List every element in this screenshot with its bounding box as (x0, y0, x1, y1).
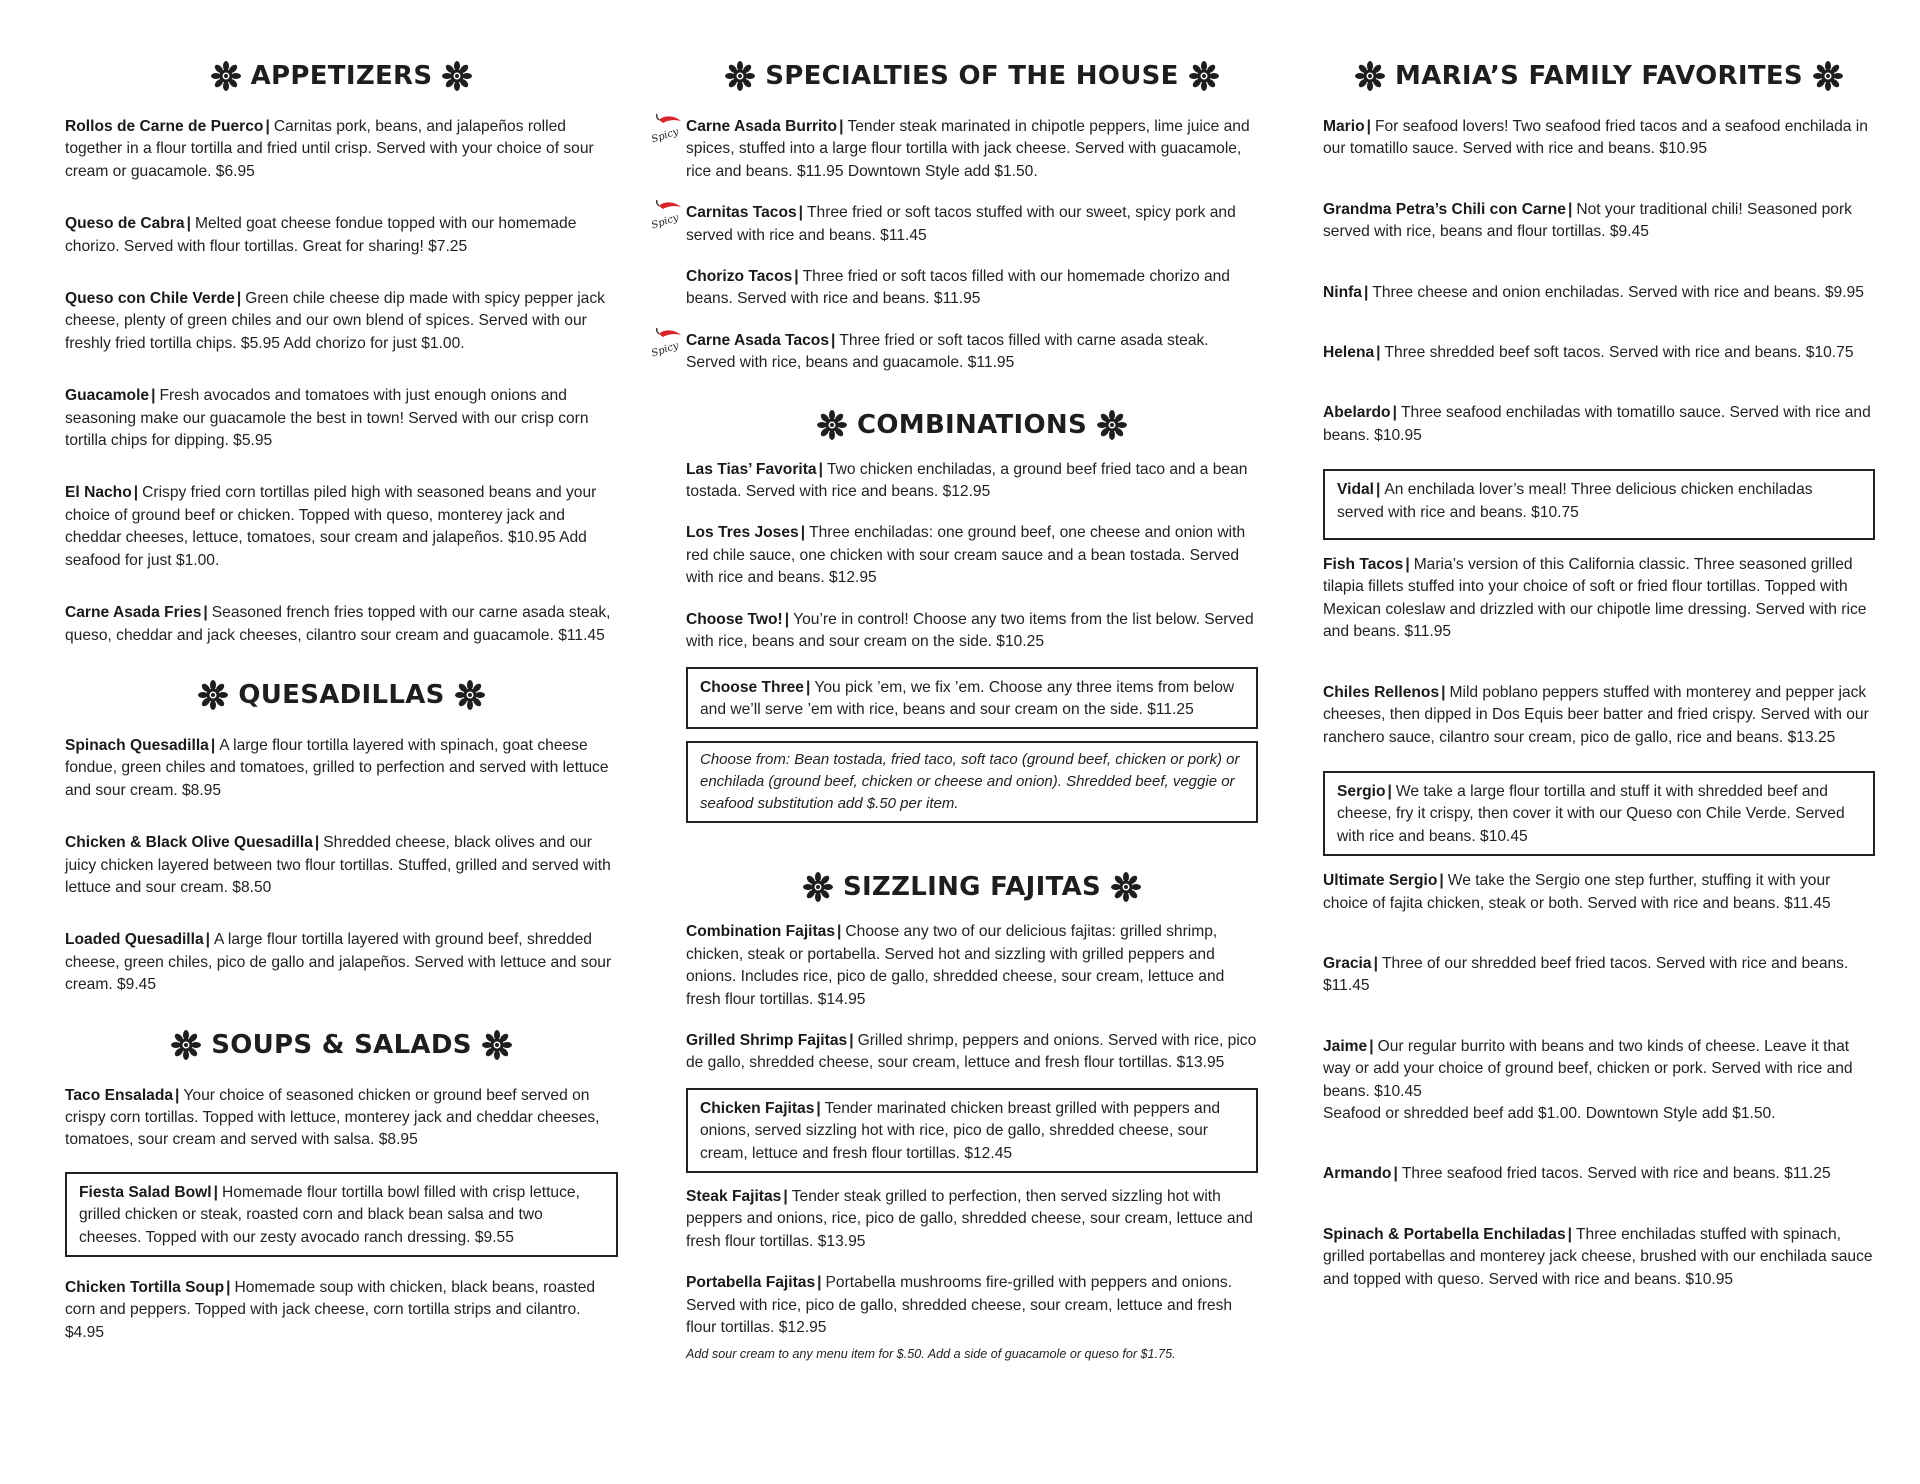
item-description: Tender steak marinated in chipotle peppers, lime juice and spices, stuffed into a large flour tortilla with jack cheese. Served with guacamole, rice and beans. $11.95 Downtown Style add $1.50. (686, 118, 1250, 180)
sunflower-icon (455, 680, 485, 710)
item-name: El Nacho (65, 484, 132, 502)
item-description: Tender marinated chicken breast grilled with peppers and onions, served sizzling hot with rice, pico de gallo, shredded cheese, sour cream, lettuce and fresh flour tortillas. $12.45 (700, 1099, 1221, 1162)
item-description: Your choice of seasoned chicken or ground beef served on crispy corn tortillas. Topped with lettuce, monterey jack and cheddar cheeses, tomatoes, sour cream and served with salsa. $8.95 (65, 1086, 600, 1149)
chili-pepper-icon (650, 326, 684, 362)
sunflower-icon (1111, 872, 1141, 902)
item-description: Mild poblano peppers stuffed with monterey and pepper jack cheeses, then dipped in Dos Equis beer batter and fried crispy. Served with our ranchero sauce, cilantro sour cream, pico de gallo, rice and beans. $13.25 (1323, 683, 1869, 746)
item-description: Three fried or soft tacos filled with our homemade chorizo and beans. Served with rice and beans. $11.95 (686, 268, 1230, 308)
section-title-quesadillas: QUESADILLAS (65, 675, 618, 715)
chili-pepper-icon (650, 112, 684, 148)
item-description: Tender steak grilled to perfection, then served sizzling hot with peppers and onions, rice, pico de gallo, shredded cheese, sour cream, lettuce and fresh flour tortillas. $13.95 (686, 1187, 1253, 1250)
item-description: Not your traditional chili! Seasoned pork served with rice, beans and flour tortillas. $9.45 (1323, 200, 1852, 241)
item-description: Homemade soup with chicken, black beans, roasted corn and peppers. Topped with jack cheese, corn tortilla strips and cilantro. $4.95 (65, 1279, 596, 1341)
item-name: Los Tres Joses (686, 524, 799, 542)
menu-item: Gracia | Three of our shredded beef fried tacos. Served with rice and beans. $11.45 (1323, 954, 1849, 995)
item-description: An enchilada lover’s meal! Three delicious chicken enchiladas served with rice and beans. $10.75 (1337, 481, 1813, 521)
menu-item: Queso con Chile Verde | Green chile cheese dip made with spicy pepper jack cheese, plenty of green chiles and our own blend of spices. Served with our freshly fried tortilla chips. $5.95 Add chorizo for just $1.00. (65, 290, 605, 352)
menu-item: Ultimate Sergio | We take the Sergio one step further, stuffing it with your choice of fajita chicken, steak or both. Served with rice and beans. $11.45 (1323, 872, 1831, 912)
item-name: Carne Asada Tacos (686, 331, 830, 349)
sunflower-icon (817, 410, 847, 440)
item-name: Carne Asada Fries (65, 604, 202, 622)
sunflower-icon (803, 872, 833, 902)
menu-item: Combination Fajitas | Choose any two of our delicious fajitas: grilled shrimp, chicken, steak or portabella. Served hot and sizzling with grilled peppers and onions. Includes rice, pico de gallo, shredded cheese, sour cream, lettuce and fresh flour tortillas. $14.95 (686, 923, 1225, 1008)
item-name: Choose Two! (686, 610, 783, 628)
item-description: Three fried or soft tacos stuffed with our sweet, spicy pork and served with rice and beans. $11.45 (686, 204, 1236, 244)
item-description: We take a large flour tortilla and stuff it with shredded beef and cheese, fry it crispy, then cover it with our Queso con Chile Verde. Served with rice and beans. $10.45 (1337, 782, 1845, 845)
item-description: A large flour tortilla layered with ground beef, shredded cheese, green chiles, pico de gallo and jalapeños. Served with lettuce and sour cream. $9.45 (65, 931, 612, 994)
item-description: A large flour tortilla layered with spinach, goat cheese fondue, green chiles and tomatoes, grilled to perfection and served with lettuce and sour cream. $8.95 (65, 736, 609, 799)
menu-item: Spicy Carne Asada Burrito | Tender steak marinated in chipotle peppers, lime juice and spices, stuffed into a large flour tortilla with jack cheese. Served with guacamole, rice and beans. $11.95 Downtown Style add $1.50. (686, 116, 1258, 183)
featured-menu-item: Vidal | An enchilada lover’s meal! Three delicious chicken enchiladas served with rice and beans. $10.75 (1323, 469, 1875, 540)
item-name: Chicken & Black Olive Quesadilla (65, 834, 313, 852)
item-name: Guacamole (65, 387, 150, 405)
item-description: Homemade flour tortilla bowl filled with crisp lettuce, grilled chicken or steak, roasted corn and black bean salsa and two cheeses. Topped with our zesty avocado ranch dressing. $9.55 (79, 1183, 580, 1246)
menu-item: Grandma Petra’s Chili con Carne | Not your traditional chili! Seasoned pork served with rice, beans and flour tortillas. $9.45 (1323, 200, 1852, 241)
item-name: Queso de Cabra (65, 215, 185, 233)
item-description: Melted goat cheese fondue topped with our homemade chorizo. Served with flour tortillas. Great for sharing! $7.25 (65, 215, 577, 255)
svg-text:Spicy: Spicy (650, 126, 680, 146)
item-name: Armando (1323, 1165, 1392, 1183)
item-name: Ultimate Sergio (1323, 872, 1438, 890)
item-name: Ninfa (1323, 283, 1362, 301)
item-name: Abelardo (1323, 404, 1391, 422)
item-description: We take the Sergio one step further, stuffing it with your choice of fajita chicken, steak or both. Served with rice and beans. $11.45 (1323, 872, 1831, 912)
item-name: Chiles Rellenos (1323, 683, 1440, 701)
sunflower-icon (442, 61, 472, 91)
section-title-specialties: SPECIALTIES OF THE HOUSE (686, 56, 1258, 96)
menu-item: Queso de Cabra | Melted goat cheese fondue topped with our homemade chorizo. Served with flour tortillas. Great for sharing! $7.25 (65, 215, 577, 255)
item-description: Three fried or soft tacos filled with carne asada steak. Served with rice, beans and guacamole. $11.95 (686, 331, 1209, 372)
item-name: Grilled Shrimp Fajitas (686, 1031, 848, 1049)
item-description: Shredded cheese, black olives and our juicy chicken layered between two flour tortillas. Stuffed, grilled and served with lettuce and sour cream. $8.50 (65, 834, 611, 896)
item-name: Sergio (1337, 782, 1386, 800)
menu-item: Mario | For seafood lovers! Two seafood fried tacos and a seafood enchilada in our tomatillo sauce. Served with rice and beans. $10.95 (1323, 118, 1868, 158)
item-name: Choose Three (700, 678, 804, 696)
item-description: Maria’s version of this California classic. Three seasoned grilled tilapia fillets stuffed into your choice of soft or fried flour tortillas. Topped with Mexican coleslaw and drizzled with our chipotle lime dressing. Served with rice and beans. $11.95 (1323, 556, 1867, 641)
item-description: Portabella mushrooms fire-grilled with peppers and onions. Served with rice, pico de gallo, shredded cheese, sour cream, lettuce and fresh flour tortillas. $12.95 (686, 1274, 1233, 1336)
menu-item: Armando | Three seafood fried tacos. Served with rice and beans. $11.25 (1323, 1165, 1831, 1183)
menu-item: Carne Asada Fries | Seasoned french fries topped with our carne asada steak, queso, cheddar and jack cheeses, cilantro sour cream and guacamole. $11.45 (65, 604, 611, 644)
menu-item: Rollos de Carne de Puerco | Carnitas pork, beans, and jalapeños rolled together in a flour tortilla and fried until crisp. Served with your choice of sour cream or guacamole. $6.95 (65, 118, 594, 180)
sunflower-icon (1355, 61, 1385, 91)
item-description: Three enchiladas stuffed with spinach, grilled portabellas and monterey jack cheese, brushed with our enchilada sauce and topped with queso. Served with rice and beans. $10.95 (1323, 1225, 1873, 1288)
middle-column (650, 56, 1258, 1363)
item-name: Chicken Fajitas (700, 1099, 815, 1117)
menu-item: Loaded Quesadilla | A large flour tortilla layered with ground beef, shredded cheese, green chiles, pico de gallo and jalapeños. Served with lettuce and sour cream. $9.45 (65, 931, 612, 994)
item-name: Las Tias’ Favorita (686, 460, 817, 478)
menu-item: El Nacho | Crispy fried corn tortillas piled high with seasoned beans and your choice of ground beef or chicken. Topped with queso, monterey jack and cheddar cheeses, lettuce, tomatoes, sour cream and jalapeños. $10.95 Add seafood for just $1.00. (65, 484, 597, 569)
item-description: Grilled shrimp, peppers and onions. Served with rice, pico de gallo, shredded cheese, sour cream, lettuce and fresh flour tortillas. $13.95 (686, 1031, 1257, 1072)
menu-item: Spinach & Portabella Enchiladas | Three enchiladas stuffed with spinach, grilled portabellas and monterey jack cheese, brushed with our enchilada sauce and topped with queso. Served with rice and beans. $10.95 (1323, 1225, 1873, 1288)
item-name: Spinach Quesadilla (65, 736, 209, 754)
section-title-soups-salads: SOUPS & SALADS (65, 1025, 618, 1065)
menu-item: Ninfa | Three cheese and onion enchiladas. Served with rice and beans. $9.95 (1323, 283, 1864, 301)
item-name: Carne Asada Burrito (686, 118, 838, 135)
item-name: Mario (1323, 118, 1365, 135)
item-description: Three cheese and onion enchiladas. Served with rice and beans. $9.95 (1372, 283, 1864, 301)
menu-item: Choose Two! | You’re in control! Choose any two items from the list below. Served with rice, beans and sour cream on the side. $10.25 (686, 610, 1254, 651)
section-title-fajitas: SIZZLING FAJITAS (686, 867, 1258, 907)
item-description: Choose any two of our delicious fajitas: grilled shrimp, chicken, steak or portabella. Served hot and sizzling with grilled peppers and onions. Includes rice, pico de gallo, shredded cheese, sour cream, lettuce and fresh flour tortillas. $14.95 (686, 923, 1225, 1008)
item-name: Loaded Quesadilla (65, 931, 204, 949)
item-description: Three shredded beef soft tacos. Served with rice and beans. $10.75 (1384, 344, 1854, 362)
item-name: Taco Ensalada (65, 1086, 174, 1104)
item-name: Jaime (1323, 1037, 1368, 1055)
menu-item: Helena | Three shredded beef soft tacos. Served with rice and beans. $10.75 (1323, 344, 1854, 362)
sunflower-icon (1813, 61, 1843, 91)
menu-item: Chicken & Black Olive Quesadilla | Shredded cheese, black olives and our juicy chicken layered between two flour tortillas. Stuffed, grilled and served with lettuce and sour cream. $8.50 (65, 834, 611, 896)
sunflower-icon (211, 61, 241, 91)
featured-menu-item: Fiesta Salad Bowl | Homemade flour tortilla bowl filled with crisp lettuce, grilled chicken or steak, roasted corn and black bean salsa and two cheeses. Topped with our zesty avocado ranch dressing. $9.55 (65, 1172, 618, 1257)
item-name: Grandma Petra’s Chili con Carne (1323, 200, 1566, 218)
item-description: Three seafood enchiladas with tomatillo sauce. Served with rice and beans. $10.95 (1323, 404, 1871, 444)
menu-item: Chorizo Tacos | Three fried or soft tacos filled with our homemade chorizo and beans. Served with rice and beans. $11.95 (686, 268, 1230, 308)
item-description: You pick ’em, we fix ’em. Choose any three items from below and we’ll serve ’em with rice, beans and sour cream on the side. $11.25 (700, 678, 1235, 718)
featured-menu-item: Chicken Fajitas | Tender marinated chicken breast grilled with peppers and onions, served sizzling hot with rice, pico de gallo, shredded cheese, sour cream, lettuce and fresh flour tortillas. $12.45 (686, 1088, 1258, 1173)
menu-item: Steak Fajitas | Tender steak grilled to perfection, then served sizzling hot with peppers and onions, rice, pico de gallo, shredded cheese, sour cream, lettuce and fresh flour tortillas. $13.95 (686, 1187, 1253, 1250)
section-title-appetizers: APPETIZERS (65, 56, 618, 96)
sunflower-icon (1189, 61, 1219, 91)
menu-item: Grilled Shrimp Fajitas | Grilled shrimp, peppers and onions. Served with rice, pico de gallo, shredded cheese, sour cream, lettuce and fresh flour tortillas. $13.95 (686, 1031, 1257, 1072)
item-name: Combination Fajitas (686, 923, 836, 941)
menu-item: Taco Ensalada | Your choice of seasoned chicken or ground beef served on crispy corn tortillas. Topped with lettuce, monterey jack and cheddar cheeses, tomatoes, sour cream and served with salsa. $8.95 (65, 1086, 600, 1149)
menu-item: Spinach Quesadilla | A large flour tortilla layered with spinach, goat cheese fondue, green chiles and tomatoes, grilled to perfection and served with lettuce and sour cream. $8.95 (65, 736, 609, 799)
item-name: Helena (1323, 344, 1375, 362)
item-description: For seafood lovers! Two seafood fried tacos and a seafood enchilada in our tomatillo sauce. Served with rice and beans. $10.95 (1323, 118, 1868, 158)
menu-item: Spicy Carnitas Tacos | Three fried or soft tacos stuffed with our sweet, spicy pork and served with rice and beans. $11.45 (686, 202, 1258, 247)
item-description: Three of our shredded beef fried tacos. Served with rice and beans. $11.45 (1323, 954, 1849, 995)
add-ons-note: Add sour cream to any menu item for $.50. Add a side of guacamole or queso for $1.75. (686, 1347, 1176, 1362)
menu-item: Chiles Rellenos | Mild poblano peppers stuffed with monterey and pepper jack cheeses, then dipped in Dos Equis beer batter and fried crispy. Served with our ranchero sauce, cilantro sour cream, pico de gallo, rice and beans. $13.25 (1323, 683, 1869, 746)
menu-item: Las Tias’ Favorita | Two chicken enchiladas, a ground beef fried taco and a bean tostada. Served with rice and beans. $12.95 (686, 460, 1248, 501)
item-name: Rollos de Carne de Puerco (65, 118, 264, 135)
sunflower-icon (725, 61, 755, 91)
item-name: Fiesta Salad Bowl (79, 1183, 212, 1201)
left-column (65, 56, 618, 1344)
item-name: Carnitas Tacos (686, 204, 797, 222)
menu-item: Jaime | Our regular burrito with beans and two kinds of cheese. Leave it that way or add your choice of ground beef, chicken or pork. Served with rice and beans. $10.45 Seafood or shredded beef add $1.00. Downtown Style add $1.50. (1323, 1037, 1853, 1122)
sunflower-icon (1097, 410, 1127, 440)
item-name: Steak Fajitas (686, 1187, 782, 1205)
item-description: Three seafood fried tacos. Served with rice and beans. $11.25 (1401, 1165, 1831, 1183)
item-description: Two chicken enchiladas, a ground beef fried taco and a bean tostada. Served with rice and beans. $12.95 (686, 460, 1248, 501)
sunflower-icon (198, 680, 228, 710)
item-description: Fresh avocados and tomatoes with just enough onions and seasoning make our guacamole the best in town! Served with our crisp corn tortilla chips for dipping. $5.95 (65, 387, 589, 450)
menu-item: Los Tres Joses | Three enchiladas: one ground beef, one cheese and onion with red chile sauce, one chicken with sour cream sauce and a bean tostada. Served with rice and beans. $12.95 (686, 524, 1246, 587)
item-description: Seasoned french fries topped with our carne asada steak, queso, cheddar and jack cheeses, cilantro sour cream and guacamole. $11.45 (65, 604, 611, 644)
item-name: Chicken Tortilla Soup (65, 1279, 225, 1296)
sunflower-icon (171, 1030, 201, 1060)
item-name: Portabella Fajitas (686, 1274, 816, 1292)
menu-item: Spicy Carne Asada Tacos | Three fried or soft tacos filled with carne asada steak. Served with rice, beans and guacamole. $11.95 (686, 330, 1258, 375)
menu-item: Portabella Fajitas | Portabella mushrooms fire-grilled with peppers and onions. Served with rice, pico de gallo, shredded cheese, sour cream, lettuce and fresh flour tortillas. $12.95 (686, 1274, 1233, 1336)
item-description: Crispy fried corn tortillas piled high with seasoned beans and your choice of ground beef or chicken. Topped with queso, monterey jack and cheddar cheeses, lettuce, tomatoes, sour cream and jalapeños. $10.95 Add seafood for just $1.00. (65, 484, 597, 569)
item-name: Spinach & Portabella Enchiladas (1323, 1225, 1566, 1243)
chili-pepper-icon (650, 198, 684, 234)
item-description: Green chile cheese dip made with spicy pepper jack cheese, plenty of green chiles and our own blend of spices. Served with our freshly fried tortilla chips. $5.95 Add chorizo for just $1.00. (65, 290, 605, 352)
menu-item: Chicken Tortilla Soup | Homemade soup with chicken, black beans, roasted corn and peppers. Topped with jack cheese, corn tortilla strips and cilantro. $4.95 (65, 1279, 596, 1341)
menu-item: Fish Tacos | Maria’s version of this California classic. Three seasoned grilled tilapia fillets stuffed into your choice of soft or fried flour tortillas. Topped with Mexican coleslaw and drizzled with our chipotle lime dressing. Served with rice and beans. $11.95 (1323, 556, 1867, 641)
item-name: Gracia (1323, 954, 1372, 972)
item-description: Our regular burrito with beans and two kinds of cheese. Leave it that way or add your choice of ground beef, chicken or pork. Served with rice and beans. $10.45 (1323, 1037, 1853, 1100)
choose-from-note: Choose from: Bean tostada, fried taco, soft taco (ground beef, chicken or pork) or enchilada (ground beef, chicken or cheese and onion). Shredded beef, veggie or seafood substitution add $.50 per item. (686, 741, 1258, 823)
svg-text:Spicy: Spicy (650, 212, 680, 232)
item-extra: Seafood or shredded beef add $1.00. Downtown Style add $1.50. (1323, 1104, 1776, 1122)
item-name: Queso con Chile Verde (65, 290, 235, 308)
section-title-family-favorites: MARIA’S FAMILY FAVORITES (1323, 56, 1875, 96)
item-description: Carnitas pork, beans, and jalapeños rolled together in a flour tortilla and fried until crisp. Served with your choice of sour cream or guacamole. $6.95 (65, 118, 594, 180)
featured-menu-item: Sergio | We take a large flour tortilla and stuff it with shredded beef and cheese, fry it crispy, then cover it with our Queso con Chile Verde. Served with rice and beans. $10.45 (1323, 771, 1875, 856)
section-title-combinations: COMBINATIONS (686, 405, 1258, 445)
item-name: Fish Tacos (1323, 556, 1404, 574)
item-name: Chorizo Tacos (686, 268, 793, 286)
item-description: Three enchiladas: one ground beef, one cheese and onion with red chile sauce, one chicken with sour cream sauce and a bean tostada. Served with rice and beans. $12.95 (686, 524, 1246, 587)
right-column (1323, 56, 1875, 1291)
item-name: Vidal (1337, 481, 1374, 499)
sunflower-icon (482, 1030, 512, 1060)
svg-text:Spicy: Spicy (650, 340, 680, 360)
item-description: You’re in control! Choose any two items from the list below. Served with rice, beans and sour cream on the side. $10.25 (686, 610, 1254, 651)
menu-item: Guacamole | Fresh avocados and tomatoes with just enough onions and seasoning make our guacamole the best in town! Served with our crisp corn tortilla chips for dipping. $5.95 (65, 387, 589, 450)
menu-item: Abelardo | Three seafood enchiladas with tomatillo sauce. Served with rice and beans. $10.95 (1323, 404, 1871, 444)
featured-menu-item: Choose Three | You pick ’em, we fix ’em. Choose any three items from below and we’ll serve ’em with rice, beans and sour cream on the side. $11.25 (686, 667, 1258, 730)
